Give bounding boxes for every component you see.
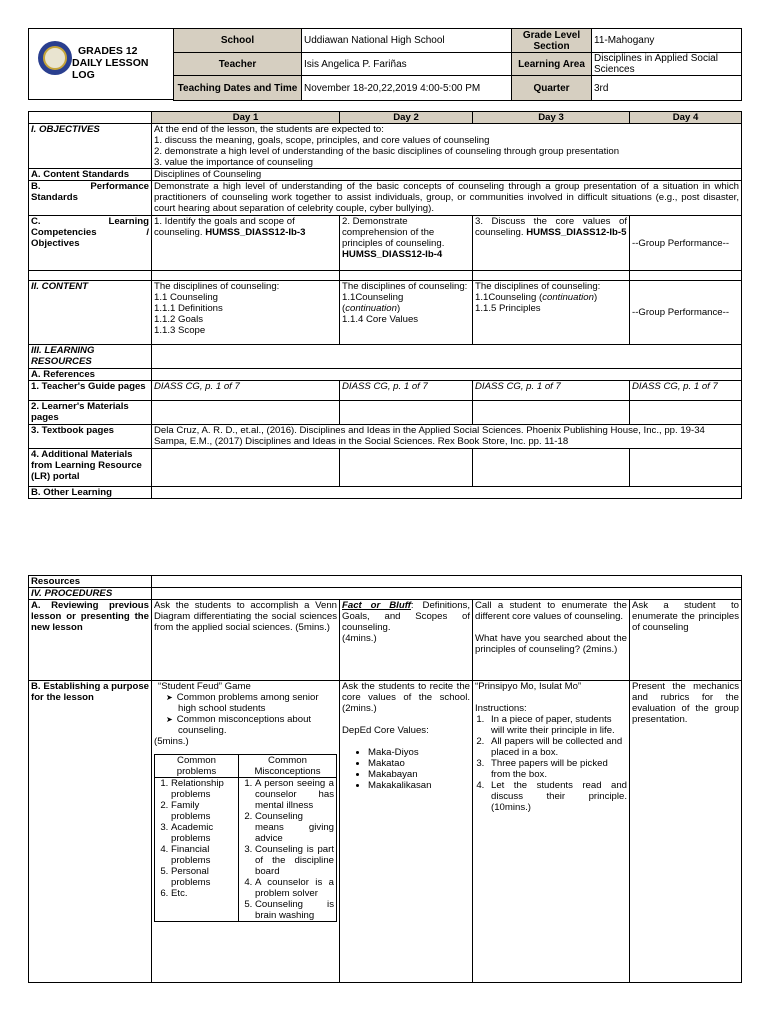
list-item: 2. Counseling means giving advice	[255, 811, 334, 844]
day-1-header: Day 1	[152, 112, 340, 124]
corner-cell	[29, 112, 152, 124]
competency-day4: --Group Performance--	[630, 216, 742, 271]
teacher-label: Teacher	[174, 53, 302, 76]
tg-day4: DIASS CG, p. 1 of 7	[630, 381, 742, 401]
competency-text: 2. Demonstrate comprehension of the principles of counseling.	[342, 216, 445, 249]
reviewing-day4: Ask a student to enumerate the principles of counseling	[630, 600, 742, 681]
reviewing-text: : Definitions, Goals, and Scopes of counseling.	[342, 600, 470, 633]
reviewing-day3	[473, 600, 630, 681]
empty-cell	[340, 449, 473, 487]
purpose-text: Ask the students to recite the core values of the school. (2mins.)	[342, 681, 470, 714]
reviewing-label: A. Reviewing previous lesson or presenting the new lesson	[29, 600, 152, 681]
problems-misconceptions-table	[154, 754, 337, 922]
header-table	[173, 28, 742, 101]
competency-text: 1. Identify the goals and scope of counseling.	[154, 216, 295, 238]
area-value: Disciplines in Applied Social Sciences	[592, 53, 742, 76]
empty-cell	[152, 487, 742, 499]
performance-standards-value: Demonstrate a high level of understanding of the basic concepts of counseling through a group presentation of a situation in which practitioners of counseling work together to assist individuals, group, or communities involved in difficult situations (e.g., post disaster, court hearing about separation of celebrity couple, cyber bullying).	[152, 181, 742, 216]
quarter-value: 3rd	[592, 76, 742, 101]
problems-cell	[155, 778, 239, 922]
competency-day1	[152, 216, 340, 271]
core-values-list	[342, 747, 470, 791]
continuation-text: continuation	[345, 303, 397, 314]
textbook-ref: Sampa, E.M., (2017) Disciplines and Ideas in the Social Sciences. Rex Book Store, Inc. pp. 11-18	[154, 436, 569, 447]
list-item: • Makakalikasan	[368, 780, 470, 791]
spacer-cell	[152, 271, 340, 281]
spacer-cell	[29, 271, 152, 281]
list-item: ➤ Common misconceptions about counseling.	[172, 714, 337, 736]
objectives-label: I. OBJECTIVES	[29, 124, 152, 169]
purpose-day1	[152, 681, 340, 983]
empty-cell	[152, 369, 742, 381]
lesson-table-part2	[28, 575, 742, 983]
content-line: 1.1.4 Core Values	[342, 314, 419, 325]
list-item: 6. Etc.	[171, 888, 236, 899]
tg-day3: DIASS CG, p. 1 of 7	[473, 381, 630, 401]
tg-day2: DIASS CG, p. 1 of 7	[340, 381, 473, 401]
list-item: 3. Counseling is part of the discipline board	[255, 844, 334, 877]
list-item: • Maka-Diyos	[368, 747, 470, 758]
school-label: School	[174, 29, 302, 53]
misconceptions-cell	[239, 778, 337, 922]
continuation-text: continuation	[542, 292, 594, 303]
school-value: Uddiawan National High School	[302, 29, 512, 53]
list-item: • Makabayan	[368, 769, 470, 780]
list-item: 4. Financial problems	[171, 844, 236, 866]
list-item: 2. All papers will be collected and placed in a box.	[487, 736, 627, 758]
content-line: 1.1Counseling	[342, 292, 404, 303]
purpose-day2	[340, 681, 473, 983]
objectives-line: At the end of the lesson, the students are expected to:	[154, 124, 384, 135]
textbook-value	[152, 425, 742, 449]
day-2-header: Day 2	[340, 112, 473, 124]
problems-list	[157, 778, 236, 899]
dates-label: Teaching Dates and Time	[174, 76, 302, 101]
purpose-day4: Present the mechanics and rubrics for the evaluation of the group presentation.	[630, 681, 742, 983]
content-line: 1.1.2 Goals	[154, 314, 204, 325]
list-item: 2. Family problems	[171, 800, 236, 822]
purpose-day3	[473, 681, 630, 983]
list-item: 1. Relationship problems	[171, 778, 236, 800]
purpose-time: (5mins.)	[154, 736, 189, 747]
reviewing-day2	[340, 600, 473, 681]
other-learning-label: B. Other Learning	[29, 487, 152, 499]
list-item: 1. A person seeing a counselor has mental illness	[255, 778, 334, 811]
content-day4: --Group Performance--	[630, 281, 742, 345]
logo-line-1: GRADES 12	[78, 45, 138, 57]
content-line: 1.1.3 Scope	[154, 325, 206, 336]
list-item: 4. Let the students read and discuss their principle. (10mins.)	[487, 780, 627, 813]
resources-continued-label: Resources	[29, 576, 152, 588]
empty-cell	[152, 449, 340, 487]
teachers-guide-label: 1. Teacher's Guide pages	[29, 381, 152, 401]
reviewing-text: What have you searched about the principles of counseling? (2mins.)	[475, 633, 627, 655]
list-item: 3. Academic problems	[171, 822, 236, 844]
competencies-label: C. Learning Competencies / Objectives	[29, 216, 152, 271]
misconceptions-list	[241, 778, 334, 921]
student-feud-title: “Student Feud” Game	[158, 681, 251, 692]
empty-cell	[340, 401, 473, 425]
references-label	[29, 369, 152, 381]
content-line: The disciplines of counseling:	[154, 281, 280, 292]
objectives-text	[152, 124, 742, 169]
content-line	[475, 292, 627, 303]
empty-cell	[152, 588, 742, 600]
learners-materials-label: 2. Learner's Materials pages	[29, 401, 152, 425]
content-day1	[152, 281, 340, 345]
content-line: The disciplines of counseling:	[342, 281, 468, 292]
reviewing-day1: Ask the students to accomplish a Venn Diagram differentiating the social sciences from the applied social sciences. (5mins.)	[152, 600, 340, 681]
empty-cell	[473, 449, 630, 487]
content-day3	[473, 281, 630, 345]
content-standards-label: A. Content Standards	[29, 169, 152, 181]
additional-materials-label: 4. Additional Materials from Learning Resource (LR) portal	[29, 449, 152, 487]
content-line: The disciplines of counseling:	[475, 281, 601, 292]
list-item: 5. Counseling is brain washing	[255, 899, 334, 921]
empty-cell	[152, 576, 742, 588]
objectives-line: 3. value the importance of counseling	[154, 157, 313, 168]
list-item: 3. Three papers will be picked from the box.	[487, 758, 627, 780]
content-line: 1.1.5 Principles	[475, 303, 541, 314]
problems-header: Common problems	[155, 755, 239, 778]
learning-resources-label: III. LEARNING RESOURCES	[29, 345, 152, 369]
reviewing-time: (4mins.)	[342, 633, 377, 644]
objectives-line: 2. demonstrate a high level of understanding of the basic disciplines of counseling through group presentation	[154, 146, 620, 157]
objectives-line: 1. discuss the meaning, goals, scope, principles, and core values of counseling	[154, 135, 490, 146]
competency-day2	[340, 216, 473, 271]
logo-line-2: DAILY LESSON LOG	[72, 57, 149, 81]
content-line: (continuation)	[342, 303, 401, 314]
references-text: A. References	[31, 369, 95, 380]
content-line: 1.1.1 Definitions	[154, 303, 223, 314]
spacer-cell	[340, 271, 473, 281]
spacer-cell	[630, 271, 742, 281]
teacher-value: Isis Angelica P. Fariñas	[302, 53, 512, 76]
content-label: II. CONTENT	[29, 281, 152, 345]
content-day2	[340, 281, 473, 345]
purpose-list	[154, 692, 337, 736]
competency-code: HUMSS_DIASS12-Ib-5	[526, 227, 627, 238]
instructions-label: Instructions:	[475, 703, 527, 714]
textbook-ref: Dela Cruz, A. R. D., et.al., (2016). Disciplines and Ideas in the Applied Social Sciences. Phoenix Publishing House, Inc., pp. 19-34	[154, 425, 705, 436]
misconceptions-header: Common Misconceptions	[239, 755, 337, 778]
quarter-label: Quarter	[512, 76, 592, 101]
reviewing-text: Call a student to enumerate the different core values of counseling.	[475, 600, 627, 622]
empty-cell	[473, 401, 630, 425]
empty-cell	[630, 449, 742, 487]
content-standards-value: Disciplines of Counseling	[152, 169, 742, 181]
content-text: )	[593, 292, 598, 303]
fact-or-bluff-title: Fact or Bluff	[342, 600, 411, 611]
area-label: Learning Area	[512, 53, 592, 76]
prinsipyo-title: “Prinsipyo Mo, Isulat Mo”	[475, 681, 582, 692]
instructions-list	[475, 714, 627, 813]
performance-standards-label: B. Performance Standards	[29, 181, 152, 216]
list-item: ➤ Common problems among senior high school students	[172, 692, 337, 714]
list-item: 5. Personal problems	[171, 866, 236, 888]
day-4-header: Day 4	[630, 112, 742, 124]
empty-cell	[630, 401, 742, 425]
header-outline	[28, 28, 174, 100]
list-item: 4. A counselor is a problem solver	[255, 877, 334, 899]
textbook-label: 3. Textbook pages	[29, 425, 152, 449]
lesson-table-part1	[28, 111, 742, 499]
tg-day1: DIASS CG, p. 1 of 7	[152, 381, 340, 401]
procedures-label: IV. PROCEDURES	[29, 588, 152, 600]
grade-label: Grade Level Section	[512, 29, 592, 53]
purpose-label: B. Establishing a purpose for the lesson	[29, 681, 152, 983]
dates-value: November 18-20,22,2019 4:00-5:00 PM	[302, 76, 512, 101]
spacer-cell	[473, 271, 630, 281]
day-3-header: Day 3	[473, 112, 630, 124]
content-line: 1.1 Counseling	[154, 292, 219, 303]
competency-code: HUMSS_DIASS12-Ib-3	[205, 227, 306, 238]
empty-cell	[152, 401, 340, 425]
competency-day3	[473, 216, 630, 271]
competency-code: HUMSS_DIASS12-Ib-4	[342, 249, 443, 260]
list-item: 1. In a piece of paper, students will write their principle in life.	[487, 714, 627, 736]
empty-cell	[152, 345, 742, 369]
competency-text: 3. Discuss the core values of counseling.	[475, 216, 627, 238]
core-values-title: DepEd Core Values:	[342, 725, 429, 736]
list-item: • Makatao	[368, 758, 470, 769]
content-text: 1.1Counseling (	[475, 292, 543, 303]
grade-value: 11-Mahogany	[592, 29, 742, 53]
